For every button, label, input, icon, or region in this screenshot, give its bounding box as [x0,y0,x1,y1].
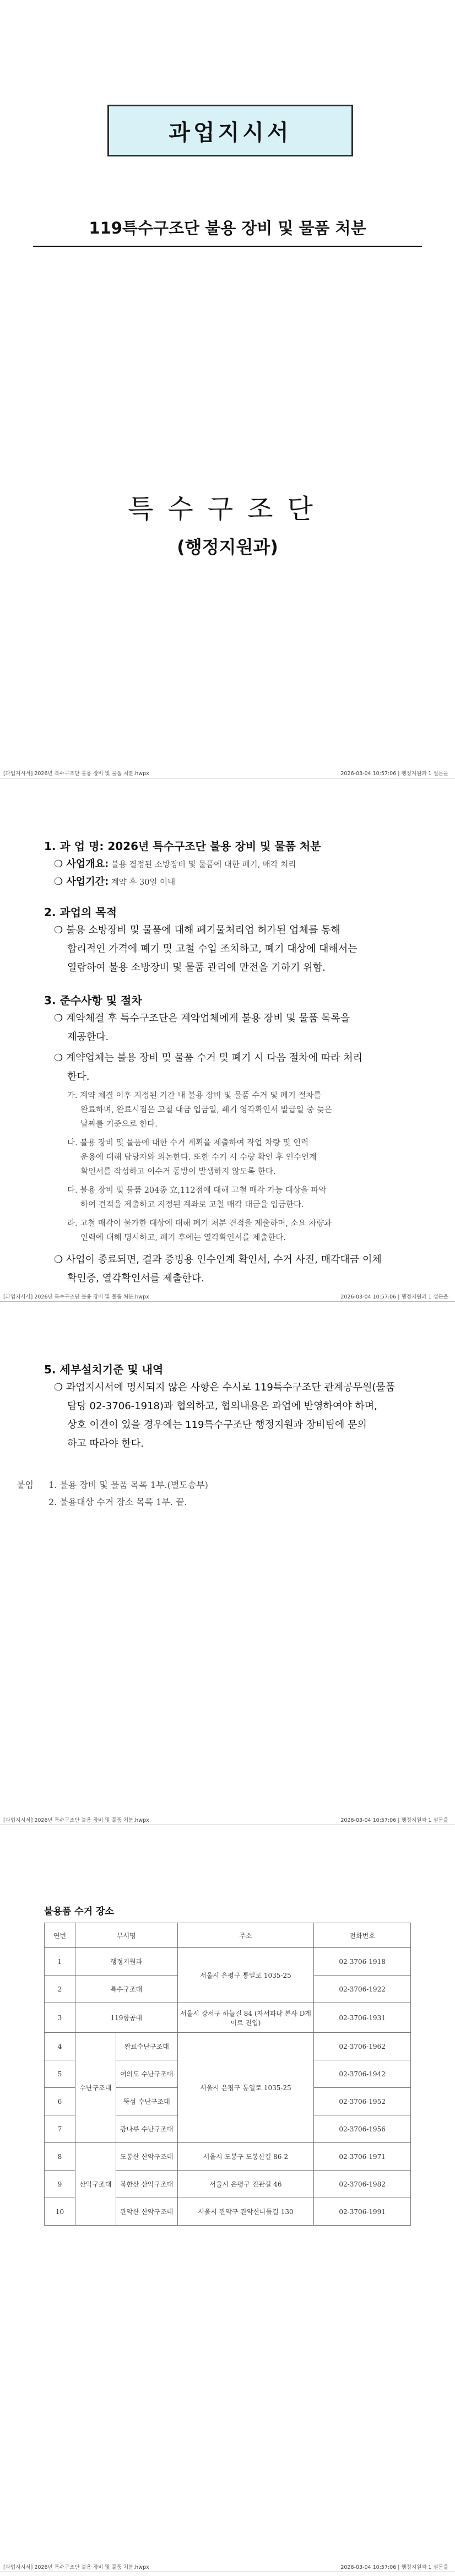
row-dept: 119항공대 [75,2003,177,2033]
procedure-1-line-1: ❍ 계약체결 후 특수구조단은 계약업체에게 불용 장비 및 물품 목록을 [54,1013,350,1024]
group-water-rescue: 수난구조대 [75,2033,116,2143]
step-ra-line-1: 라. 고철 매각이 불가한 대상에 대해 폐기 처분 견적을 제출하며, 소요 차량과 [67,1219,332,1228]
attachment-label: 붙임 [17,1480,34,1490]
row-no: 6 [45,2088,75,2115]
page-header-date: 2026-03-04 10:57:06 | 행정지원과 1 설문을 [340,2564,448,2570]
row-no: 7 [45,2115,75,2143]
row-dept: 여의도 수난구조대 [116,2060,177,2088]
procedure-3-line-1: ❍ 사업이 종료되면, 결과 증빙용 인수인계 확인서, 수거 사진, 매각대금 이체 [54,1254,382,1265]
row-address: 서울시 은평구 진관길 46 [177,2171,314,2198]
location-table [44,1923,411,2226]
row-no: 3 [45,2003,75,2033]
procedure-2-line-2: 한다. [67,1071,90,1083]
step-ga-line-1: 가. 계약 체결 이후 지정된 기간 내 불용 장비 및 물품 수거 및 폐기 절차를 [67,1091,322,1100]
detail-line-3: 상호 이견이 있을 경우에는 119특수구조단 행정지원과 장비팀에 문의 [67,1419,367,1431]
row-phone: 02-3706-1922 [314,1976,411,2003]
period-text: 계약 후 30일 이내 [109,878,176,887]
section-2-heading: 2. 과업의 목적 [44,906,117,919]
table-row [45,2003,411,2033]
procedure-2-line-1: ❍ 계약업체는 불용 장비 및 물품 수거 및 폐기 시 다음 절차에 따라 처리 [54,1052,362,1064]
purpose-line-2: 합리적인 가격에 폐기 및 고철 수입 조치하고, 폐기 대상에 대해서는 [67,943,358,955]
row-dept: 북한산 산악구조대 [116,2171,177,2198]
overview-text: 불용 결정된 소방장비 및 물품에 대한 폐기, 매각 처리 [109,861,296,869]
table-row [45,1948,411,1976]
location-table-title: 불용품 수거 장소 [44,1906,114,1917]
row-no: 2 [45,1976,75,2003]
row-no: 5 [45,2060,75,2088]
row-dept: 특수구조대 [75,1976,177,2003]
step-na-line-3: 확인서를 작성하고 이수거 동방이 발생하지 않도록 한다. [80,1167,276,1176]
row-phone: 02-3706-1956 [314,2115,411,2143]
row-phone: 02-3706-1962 [314,2033,411,2060]
page-header [0,766,455,780]
row-phone: 02-3706-1942 [314,2060,411,2088]
table-row [45,2143,411,2171]
section-5-heading: 5. 세부설치기준 및 내역 [44,1363,164,1376]
procedure-3-line-2: 확인증, 열각확인서를 제출한다. [67,1273,204,1284]
row-dept: 행정지원과 [75,1948,177,1976]
page-header-file: [과업지시서] 2026년 특수구조단 불용 장비 및 물품 처분.hwpx [3,771,149,777]
overview-label: ❍ 사업개요: [54,858,109,870]
row-no: 9 [45,2171,75,2198]
project-period [54,873,175,891]
detail-line-1: ❍ 과업지시서에 명시되지 않은 사항은 수시로 119특수구조단 관계공무원(물품 [54,1382,396,1393]
step-ga-line-2: 완료하며, 완료시점은 고철 대금 입금일, 폐기 영각확인서 발급일 중 늦은 [80,1106,332,1114]
row-address: 서울시 강서구 하늘길 84 (자서파나 본사 D게이트 진입) [177,2003,314,2033]
purpose-line-3: 열람하여 불용 소방장비 및 물품 관리에 만전을 기하기 위함. [67,962,326,973]
row-dept: 도봉산 산악구조대 [116,2143,177,2171]
page-header [0,1289,455,1303]
row-no: 4 [45,2033,75,2060]
step-ga-line-3: 날짜를 기준으로 한다. [80,1120,158,1129]
table-header-row [45,1923,411,1948]
row-address: 서울시 도봉구 도봉산길 86-2 [177,2143,314,2171]
division-name: (행정지원과) [177,537,278,558]
row-no: 10 [45,2198,75,2226]
page-header [0,1812,455,1827]
row-dept: 완료수난구조대 [116,2033,177,2060]
attachment-2: 2. 불용대상 수거 장소 목록 1부. 끝. [48,1497,187,1507]
table-row [45,2033,411,2060]
page-header-file: [과업지시서] 2026년 특수구조단 불용 장비 및 물품 처분.hwpx [3,2564,149,2570]
page-header [0,2559,455,2574]
attachment-1: 1. 불용 장비 및 물품 목록 1부.(별도송부) [48,1480,208,1490]
page-header-date: 2026-03-04 10:57:06 | 행정지원과 1 설문을 [340,771,448,777]
group-mountain-rescue: 산악구조대 [75,2143,116,2226]
row-dept: 관악산 산악구조대 [116,2198,177,2226]
step-na-line-2: 운용에 대해 담당자와 의논한다. 또한 수거 시 수량 확인 후 인수인계 [80,1153,317,1162]
step-ra-line-2: 인력에 대해 명시하고, 폐기 후에는 열각확인서를 제출한다. [80,1233,286,1242]
step-na-line-1: 나. 불용 장비 및 물품에 대한 수거 계획을 제출하여 작업 차량 및 인력 [67,1139,309,1148]
row-address: 서울시 은평구 통일로 1035-25 [177,1948,314,2003]
row-phone: 02-3706-1991 [314,2198,411,2226]
detail-line-2: 담당 02-3706-1918)과 협의하고, 협의내용은 과업에 반영하여야 하며, [67,1400,377,1412]
row-address: 서울시 은평구 통일로 1035-25 [177,2033,314,2143]
period-label: ❍ 사업기간: [54,876,109,887]
detail-line-4: 하고 따라야 한다. [67,1438,144,1449]
document-subtitle: 119특수구조단 불용 장비 및 물품 처분 [89,219,366,237]
row-phone: 02-3706-1952 [314,2088,411,2115]
title-divider [33,246,422,247]
row-phone: 02-3706-1918 [314,1948,411,1976]
row-phone: 02-3706-1931 [314,2003,411,2033]
page-header-date: 2026-03-04 10:57:06 | 행정지원과 1 설문을 [340,1294,448,1300]
page-header-file: [과업지시서] 2026년 특수구조단 불용 장비 및 물품 처분.hwpx [3,1294,149,1300]
row-address: 서울시 관악구 관악산나들길 130 [177,2198,314,2226]
row-phone: 02-3706-1971 [314,2143,411,2171]
step-da-line-2: 하여 견적을 제출하고 지정된 계좌로 고철 매각 대금을 입금한다. [80,1200,304,1209]
project-overview [54,855,296,874]
page-header-file: [과업지시서] 2026년 특수구조단 불용 장비 및 물품 처분.hwpx [3,1817,149,1823]
section-3-heading: 3. 준수사항 및 절차 [44,994,142,1007]
page-header-rule [0,1301,455,1302]
header-address: 주소 [177,1923,314,1948]
document-title: 과업지시서 [107,105,353,156]
row-no: 1 [45,1948,75,1976]
row-dept: 광나루 수난구조대 [116,2115,177,2143]
row-dept: 뚝섬 수난구조대 [116,2088,177,2115]
procedure-1-line-2: 제공한다. [67,1031,109,1043]
row-no: 8 [45,2143,75,2171]
step-da-line-1: 다. 불용 장비 및 물품 204종 立,112점에 대해 고철 매각 가능 대상을 파악 [67,1186,327,1195]
section-1-heading: 1. 과 업 명: 2026년 특수구조단 불용 장비 및 물품 처분 [44,840,321,853]
header-no: 연번 [45,1923,75,1948]
department-name: 특수구조단 [128,494,327,524]
row-phone: 02-3706-1982 [314,2171,411,2198]
purpose-line-1: ❍ 불용 소방장비 및 물품에 대해 폐기물처리업 허가된 업체를 통해 [54,924,340,936]
header-phone: 전화번호 [314,1923,411,1948]
header-dept: 부서명 [75,1923,177,1948]
page-header-date: 2026-03-04 10:57:06 | 행정지원과 1 설문을 [340,1817,448,1823]
